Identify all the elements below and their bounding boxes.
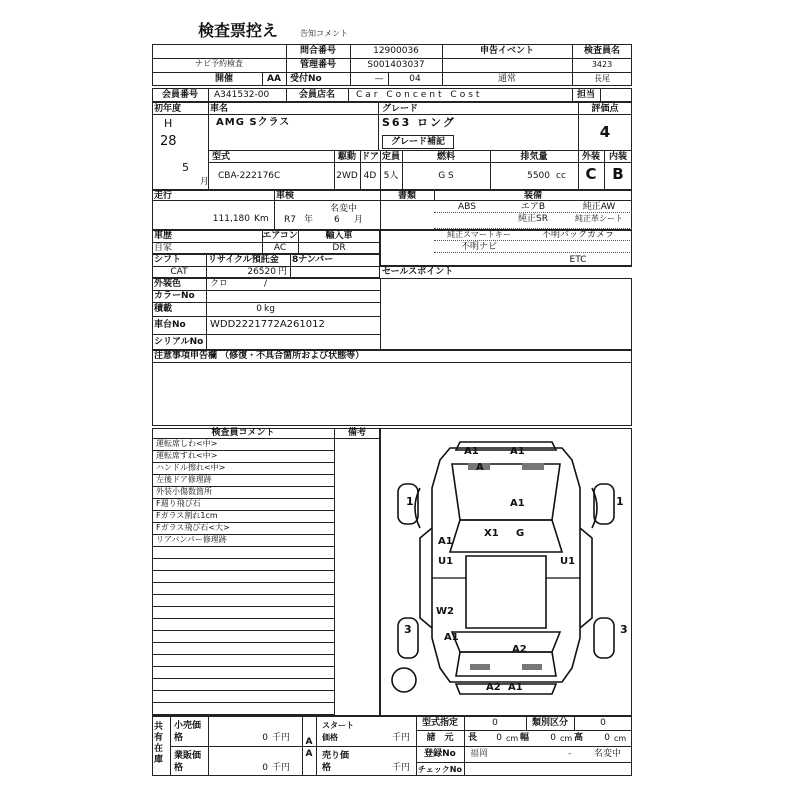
- mark-windshield-g: G: [516, 528, 525, 539]
- recycle-unit: 円: [278, 267, 288, 277]
- model-designation-value: 0: [492, 718, 498, 728]
- comment-rule-line: [152, 654, 334, 655]
- mark-trunk: A2: [512, 644, 527, 655]
- reg-note: 名変中: [594, 749, 622, 759]
- comment-rule-line: [152, 690, 334, 691]
- equipment-label: 装備: [523, 191, 542, 201]
- mark-rear-a2: A2: [486, 682, 501, 693]
- comment-rule-line: [152, 522, 334, 523]
- equip-sr: 純正SR: [518, 214, 548, 224]
- int-value: B: [612, 165, 624, 183]
- comment-rule-line: [152, 546, 334, 547]
- serial-label: シリアルNo: [154, 337, 204, 347]
- class-label: 類別区分: [531, 718, 568, 728]
- sales-point-label: セールスポイント: [382, 267, 454, 277]
- venue-label: 開催: [214, 74, 233, 84]
- inspection-era: R7: [284, 215, 296, 225]
- retail-unit: 千円: [272, 733, 291, 743]
- inspection-month: 6: [334, 215, 340, 225]
- drive-label: 駆動: [337, 152, 356, 162]
- ext-value: C: [585, 165, 597, 183]
- mark-rear-a1: A1: [508, 682, 523, 693]
- comment-rule-line: [152, 474, 334, 475]
- mgmt-value: S001403037: [367, 60, 425, 70]
- mark-left-front-door: A1: [438, 536, 453, 547]
- comment-rule-line: [152, 558, 334, 559]
- inspection-label: 車検: [276, 191, 295, 201]
- shared-stock-label: 共有在庫: [154, 722, 164, 765]
- start-price-label: スタート価格: [322, 721, 354, 742]
- import-label: 輸入車: [325, 231, 353, 241]
- comment-rule-line: [152, 666, 334, 667]
- comment-rule-line: [152, 462, 334, 463]
- cc-value: 5500: [527, 171, 550, 181]
- notice-label: 告知コメント: [300, 29, 348, 38]
- comment-rule-line: [152, 498, 334, 499]
- mileage-value: 111,180: [212, 214, 250, 224]
- width-value: 0: [550, 733, 556, 743]
- color-slash: /: [264, 279, 268, 289]
- a-mark-1: A: [305, 737, 313, 747]
- comment-item: ハンドル擦れ<中>: [156, 463, 226, 472]
- inspector-id: 3423: [591, 60, 613, 69]
- model-label: 型式: [212, 152, 231, 162]
- length-label: 長: [468, 733, 478, 743]
- mark-windshield-x1: X1: [484, 528, 499, 539]
- a-mark-2: A: [305, 749, 313, 759]
- member-no-label: 会員番号: [161, 90, 198, 100]
- comment-rule-line: [152, 702, 334, 703]
- mark-left-front-tire: 1: [406, 495, 414, 508]
- mileage-unit: Km: [254, 214, 269, 224]
- cc-label: 排気量: [520, 152, 548, 162]
- cc-unit: cc: [556, 171, 566, 181]
- colorno-label: カラーNo: [154, 291, 195, 301]
- start-price-unit: 千円: [392, 733, 411, 743]
- door-value: 4D: [363, 171, 377, 181]
- member-store-value: Car Concent Cost: [356, 90, 483, 100]
- score-label: 評価点: [591, 104, 619, 114]
- member-no-value: A341532-00: [214, 90, 270, 100]
- inspection-year-unit: 年: [304, 215, 314, 225]
- fuel-value: G S: [438, 171, 454, 181]
- comment-rule-line: [152, 618, 334, 619]
- grade-label: グレード: [382, 104, 419, 114]
- comment-rule-line: [152, 570, 334, 571]
- reg-label: 登録No: [424, 749, 456, 759]
- equip-smartkey: 純正スマートキー: [447, 230, 511, 239]
- comment-item: 運転席しわ<中>: [156, 439, 218, 448]
- class-value: 0: [600, 718, 606, 728]
- grade-value: S63 ロング: [382, 116, 456, 129]
- drive-value: 2WD: [336, 171, 358, 181]
- first-reg-era: H: [164, 117, 173, 130]
- mark-left-rear-tire: 3: [404, 623, 412, 636]
- shift-value: CAT: [170, 267, 188, 277]
- load-value: 0: [256, 304, 262, 314]
- inspector-label: 検査員名: [583, 46, 620, 56]
- mark-front-a1-left: A1: [464, 446, 479, 457]
- vin-value: WDD2221772A261012: [210, 319, 325, 330]
- comment-rule-line: [152, 582, 334, 583]
- car-diagram: [380, 428, 632, 716]
- comment-item: 外装小傷数箇所: [156, 487, 212, 496]
- sheet-title: 検査票控え: [198, 21, 279, 40]
- model-value: CBA-222176C: [218, 171, 281, 181]
- sell-price-unit: 千円: [392, 763, 411, 773]
- grade-extra-label: グレード補記: [390, 137, 445, 147]
- comments-label: 検査員コメント: [211, 428, 275, 438]
- venue-value: AA: [267, 74, 281, 84]
- mark-left-rear-quarter: A1: [444, 632, 459, 643]
- mark-right-rear-tire: 3: [620, 623, 628, 636]
- mark-front-a: A: [476, 462, 484, 473]
- comment-item: リアバンパー修理跡: [156, 535, 227, 544]
- inspection-month-unit: 月: [354, 215, 364, 225]
- import-value: DR: [332, 243, 346, 253]
- first-reg-month-unit: 月: [200, 177, 210, 187]
- comment-item: 左後ドア修理跡: [156, 475, 212, 484]
- inspection-note: 名変中: [330, 204, 358, 214]
- height-value: 0: [604, 733, 610, 743]
- check-no-label: チェックNo: [418, 765, 462, 774]
- retail-label: 小売価格: [174, 721, 202, 743]
- score-value: 4: [599, 123, 611, 141]
- vin-label: 車台No: [154, 320, 186, 330]
- mark-hood: A1: [510, 498, 525, 509]
- inspector-name: 長尾: [594, 74, 610, 83]
- model-designation-label: 型式指定: [421, 718, 458, 728]
- equip-etc: ETC: [569, 255, 587, 265]
- wholesale-label: 業販価格: [174, 751, 202, 773]
- equip-camera: 不明バックカメラ: [541, 230, 614, 240]
- seats-value: 5人: [383, 171, 399, 181]
- mark-right-front-door: U1: [560, 556, 576, 567]
- height-unit: cm: [614, 734, 627, 743]
- equip-aw: 純正AW: [582, 202, 616, 212]
- comment-item: F週り飛び石: [156, 499, 201, 508]
- reg-value: 福岡: [470, 749, 489, 759]
- comment-rule-line: [152, 606, 334, 607]
- equip-airbag: エアB: [520, 202, 546, 212]
- history-value: 自家: [154, 243, 173, 253]
- inspection-sheet: [90, 0, 710, 800]
- equipment-lower: [380, 230, 632, 266]
- history-label: 車歴: [154, 231, 173, 241]
- seats-label: 定員: [381, 152, 400, 162]
- inquiry-value: 12900036: [373, 46, 419, 56]
- width-label: 幅: [520, 733, 530, 743]
- height-label: 高: [574, 733, 584, 743]
- color-label: 外装色: [154, 279, 182, 289]
- staff-label: 担当: [576, 90, 595, 100]
- comment-rule-line: [152, 714, 334, 715]
- first-reg-month: 5: [182, 161, 189, 174]
- member-store-label: 会員店名: [298, 90, 335, 100]
- comment-rule-line: [152, 534, 334, 535]
- mark-left-rear-door: W2: [436, 606, 454, 617]
- load-unit: kg: [264, 304, 275, 314]
- comment-rule-line: [152, 450, 334, 451]
- event-label: 申告イベント: [479, 46, 534, 56]
- comment-rule-line: [152, 630, 334, 631]
- first-reg-label: 初年度: [154, 104, 182, 114]
- mgmt-label: 管理番号: [299, 60, 336, 70]
- event-value: 通常: [497, 74, 516, 84]
- int-label: 内装: [608, 152, 627, 162]
- ac-value: AC: [273, 243, 287, 253]
- spec-label: 諸 元: [426, 733, 454, 743]
- comment-rule-line: [152, 510, 334, 511]
- mark-right-front-tire: 1: [616, 495, 624, 508]
- door-label: ドア: [361, 152, 379, 162]
- remarks-label: 備考: [347, 428, 366, 438]
- length-value: 0: [496, 733, 502, 743]
- documents-label: 書類: [397, 191, 416, 201]
- wholesale-unit: 千円: [272, 763, 291, 773]
- recycle-label: リサイクル預託金: [208, 255, 279, 265]
- shift-label: シフト: [154, 255, 182, 265]
- comment-item: Fガラス割れ1cm: [156, 511, 218, 520]
- reg-dash: -: [568, 749, 572, 759]
- inquiry-label: 問合番号: [299, 46, 336, 56]
- length-unit: cm: [506, 734, 519, 743]
- equip-navi: 不明ナビ: [460, 242, 497, 252]
- mileage-label: 走行: [154, 191, 173, 201]
- comment-rule-line: [152, 678, 334, 679]
- reception-dash: —: [374, 74, 384, 84]
- reception-label: 受付No: [290, 74, 322, 84]
- color-value: クロ: [210, 279, 229, 289]
- recycle-value: 26520: [247, 267, 276, 277]
- comment-rule-line: [152, 594, 334, 595]
- ac-label: エアコン: [262, 231, 298, 241]
- equip-leather: 純正革シート: [575, 214, 623, 223]
- retail-value: 0: [262, 733, 268, 743]
- comment-rule-line: [152, 486, 334, 487]
- ext-label: 外装: [581, 152, 600, 162]
- wholesale-value: 0: [262, 763, 268, 773]
- car-name-label: 車名: [210, 104, 229, 114]
- plate8-label: 8ナンバー: [292, 255, 334, 265]
- comment-item: 運転席すれ<中>: [156, 451, 218, 460]
- reception-value: 04: [409, 74, 421, 84]
- comment-item: Fガラス飛び石<大>: [156, 523, 230, 532]
- equip-abs: ABS: [458, 202, 476, 212]
- notes-label: 注意事項申告欄 （修復・不具合箇所および状態等）: [154, 351, 365, 361]
- load-label: 積載: [154, 304, 173, 314]
- mark-left-front-door2: U1: [438, 556, 454, 567]
- comment-rule-line: [152, 642, 334, 643]
- width-unit: cm: [560, 734, 573, 743]
- inspection-type: ナビ予約検査: [195, 59, 243, 68]
- mark-front-a1-right: A1: [510, 446, 525, 457]
- car-name-value: AMG Sクラス: [216, 117, 291, 128]
- fuel-label: 燃料: [436, 152, 455, 162]
- first-reg-year: 28: [160, 134, 177, 149]
- sell-price-label: 売り価格: [322, 751, 350, 773]
